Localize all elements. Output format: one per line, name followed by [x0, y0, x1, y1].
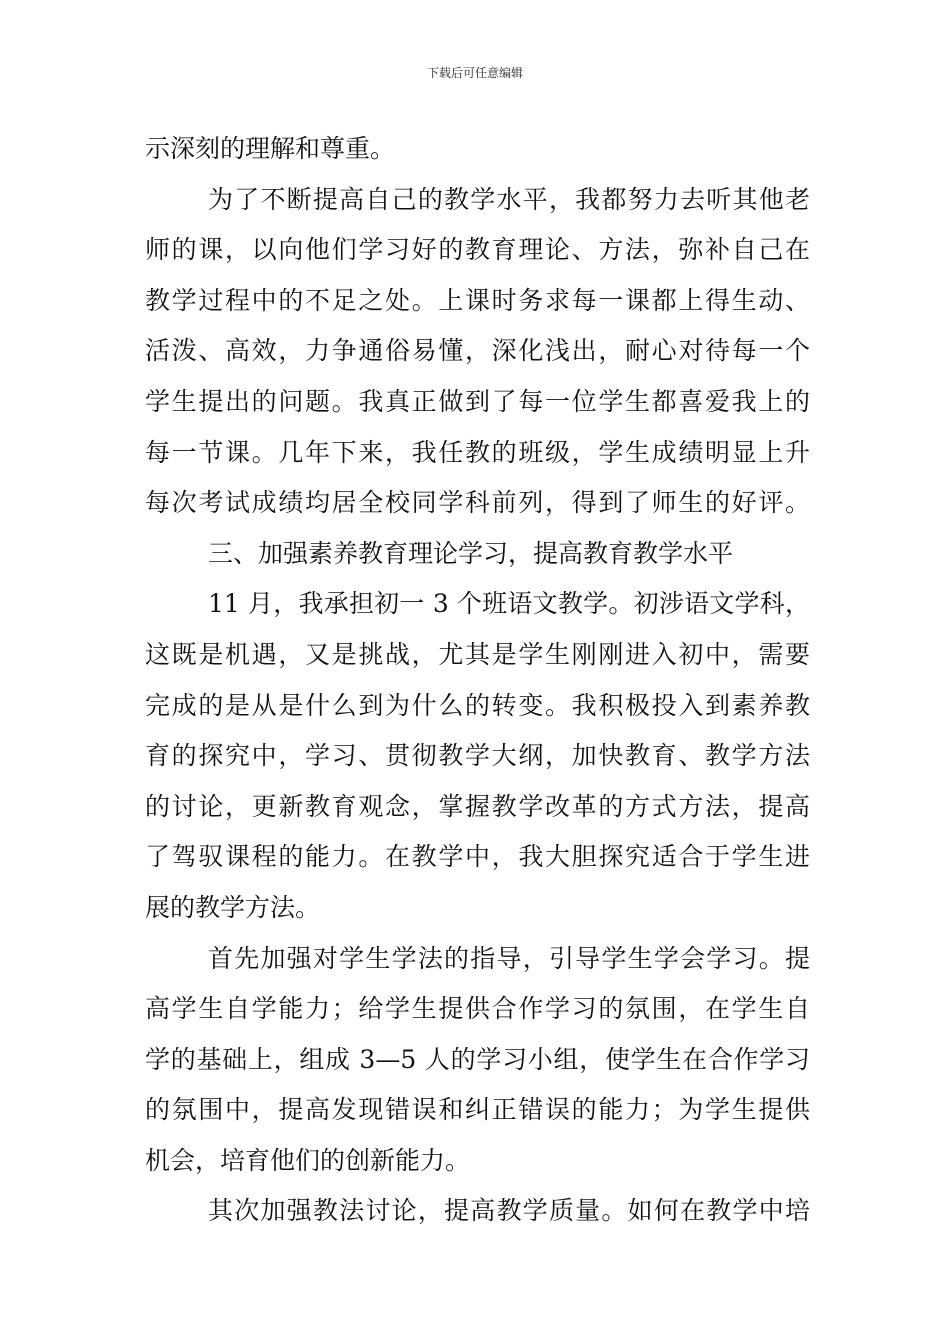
text-line: 了驾驭课程的能力。在教学中，我大胆探究适合于学生进	[145, 842, 810, 872]
text-line: 11 月，我承担初一 3 个班语文教学。初涉语文学科，	[208, 589, 810, 619]
text-line: 的氛围中，提高发现错误和纠正错误的能力；为学生提供	[145, 1095, 810, 1125]
text-line: 学的基础上，组成 3—5 人的学习小组，使学生在合作学习	[145, 1044, 810, 1074]
text-line: 展的教学方法。	[145, 892, 321, 922]
text-line: 这既是机遇，又是挑战，尤其是学生刚刚进入初中，需要	[145, 639, 810, 669]
text-line: 高学生自学能力；给学生提供合作学习的氛围，在学生自	[145, 994, 810, 1024]
text-line: 完成的是从是什么到为什么的转变。我积极投入到素养教	[145, 690, 810, 720]
text-line: 的讨论，更新教育观念，掌握教学改革的方式方法，提高	[145, 791, 810, 821]
document-body	[145, 124, 810, 1237]
text-line: 机会，培育他们的创新能力。	[145, 1145, 471, 1175]
text-line: 每一节课。几年下来，我任教的班级，学生成绩明显上升	[145, 437, 810, 467]
text-line: 示深刻的理解和尊重。	[145, 134, 396, 163]
text-line: 活泼、高效，力争通俗易懂，深化浅出，耐心对待每一个	[145, 336, 810, 366]
text-line: 每次考试成绩均居全校同学科前列，得到了师生的好评。	[145, 488, 810, 518]
text-line: 育的探究中，学习、贯彻教学大纲，加快教育、教学方法	[145, 741, 810, 771]
text-line: 首先加强对学生学法的指导，引导学生学会学习。提	[208, 943, 810, 973]
text-line: 学生提出的问题。我真正做到了每一位学生都喜爱我上的	[145, 386, 810, 416]
text-line: 为了不断提高自己的教学水平，我都努力去听其他老	[208, 184, 810, 214]
text-line: 教学过程中的不足之处。上课时务求每一课都上得生动、	[145, 285, 810, 315]
text-line: 其次加强教法讨论，提高教学质量。如何在教学中培	[208, 1196, 810, 1226]
text-line: 师的课，以向他们学习好的教育理论、方法，弥补自己在	[145, 235, 810, 265]
page-header: 下载后可任意编辑	[426, 66, 523, 80]
section-heading: 三、加强素养教育理论学习，提高教育教学水平	[208, 538, 734, 568]
